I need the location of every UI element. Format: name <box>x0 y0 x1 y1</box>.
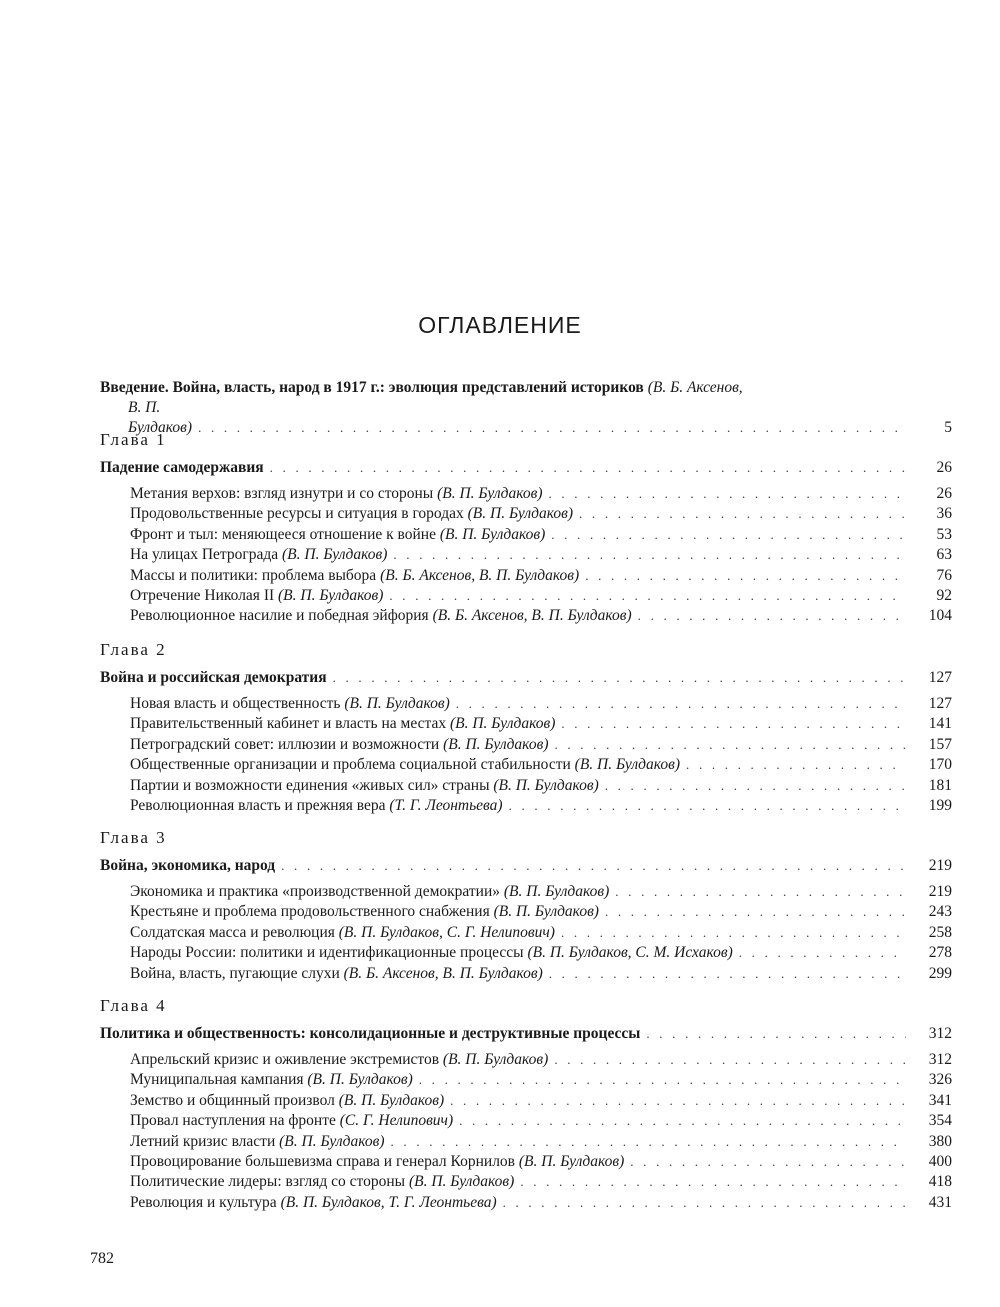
entry-page: 312 <box>928 1051 952 1068</box>
leader-dots <box>579 504 906 524</box>
entry-page: 431 <box>928 1193 952 1211</box>
leader-dots <box>646 1024 906 1044</box>
toc-entry <box>130 964 952 984</box>
entry-authors: (С. Г. Нелипович) <box>339 1112 454 1130</box>
leader-dots <box>605 902 906 922</box>
leader-dots <box>456 694 906 714</box>
entry-title: Общественные организации и проблема социальной стабильности <box>130 756 571 774</box>
entry-title: Фронт и тыл: меняющееся отношение к войне <box>130 525 436 543</box>
entry-authors: (В. П. Булдаков) <box>344 695 450 712</box>
intro-line-2 <box>100 398 952 438</box>
toc-entry <box>130 606 952 626</box>
leader-dots <box>520 1172 906 1192</box>
chapter-heading-row <box>100 856 952 876</box>
entry-authors: (В. П. Булдаков) <box>279 1132 385 1150</box>
chapter-page: 312 <box>928 1025 952 1042</box>
entry-page: 278 <box>928 944 952 962</box>
toc-entry <box>130 525 952 545</box>
leader-dots <box>561 714 906 734</box>
toc-entry <box>130 1050 952 1070</box>
entry-title-group <box>130 566 579 586</box>
leader-dots <box>391 1132 906 1152</box>
entry-page: 418 <box>928 1173 952 1191</box>
entry-page: 258 <box>928 923 952 941</box>
entry-title: Крестьяне и проблема продовольственного снабжения <box>130 903 490 921</box>
leader-dots <box>739 943 906 963</box>
entry-title-group <box>130 606 632 626</box>
leader-dots <box>554 735 906 755</box>
entry-page: 170 <box>928 756 952 774</box>
intro-authors-a: (В. Б. Аксенов, <box>647 379 743 396</box>
entry-title-group <box>130 1111 453 1131</box>
page-number: 782 <box>90 1250 114 1267</box>
leader-dots <box>509 796 906 816</box>
toc-entry <box>130 714 952 734</box>
entry-title-group <box>130 735 548 755</box>
entry-authors: (В. П. Булдаков, С. Г. Нелипович) <box>338 923 555 941</box>
entry-title: Революция и культура <box>130 1193 277 1211</box>
entry-title-group <box>130 1132 385 1152</box>
entry-title: Партии и возможности единения «живых сил» страны <box>130 776 490 794</box>
leader-dots <box>549 484 907 504</box>
entry-title-group <box>130 694 450 714</box>
entry-title: Народы России: политики и идентификационные процессы <box>130 944 524 962</box>
entry-authors: (В. П. Булдаков) <box>408 1173 515 1191</box>
leader-dots <box>551 525 906 545</box>
entry-title: Провал наступления на фронте <box>130 1112 336 1130</box>
entry-title: Революционная власть и прежняя вера <box>130 797 386 814</box>
entry-authors: (В. П. Булдаков) <box>449 715 556 733</box>
entry-title: Отречение Николая II <box>130 587 275 604</box>
toc-entry <box>130 776 952 796</box>
entry-title: Апрельский кризис и оживление экстремистов <box>130 1051 440 1068</box>
chapter-heading-row <box>100 668 952 688</box>
leader-dots <box>459 1111 906 1131</box>
entry-authors: (В. П. Булдаков) <box>493 903 599 921</box>
chapter-heading-row <box>100 1024 952 1044</box>
entry-authors: (В. П. Булдаков) <box>574 756 681 774</box>
chapter-heading-row <box>100 458 952 478</box>
leader-dots <box>615 882 906 902</box>
entry-title-group <box>130 1050 548 1070</box>
toc-entry <box>130 586 952 606</box>
leader-dots <box>419 1070 906 1090</box>
entry-title: Солдатская масса и революция <box>130 923 335 941</box>
entry-authors: (В. П. Булдаков) <box>307 1071 413 1089</box>
entry-title: Земство и общинный произвол <box>130 1091 335 1109</box>
leader-dots <box>549 964 906 984</box>
entry-page: 36 <box>936 505 952 523</box>
entry-title-group <box>130 1193 497 1213</box>
entry-page: 63 <box>936 546 952 564</box>
entry-authors: (В. Б. Аксенов, В. П. Булдаков) <box>380 566 580 584</box>
chapter-heading: Падение самодержавия <box>100 459 264 476</box>
entry-page: 243 <box>928 903 952 921</box>
leader-dots <box>638 606 906 626</box>
entry-title-group <box>130 1152 624 1172</box>
entry-title: Правительственный кабинет и власть на местах <box>130 715 447 733</box>
toc-entry <box>130 735 952 755</box>
toc-entry <box>130 882 952 902</box>
leader-dots <box>393 545 906 565</box>
entry-authors: (В. Б. Аксенов, В. П. Булдаков) <box>432 607 632 625</box>
toc-entry <box>130 1152 952 1172</box>
leader-dots <box>630 1152 906 1172</box>
leader-dots <box>389 586 906 606</box>
entry-title-group <box>130 1172 514 1192</box>
entry-authors: (В. П. Булдаков, Т. Г. Леонтьева) <box>280 1193 497 1211</box>
entry-page: 326 <box>928 1071 952 1089</box>
entry-title-group <box>130 714 555 734</box>
chapter-label: Глава 2 <box>100 640 167 659</box>
entry-authors: (В. П. Булдаков) <box>518 1153 625 1170</box>
entry-title-group <box>130 1091 444 1111</box>
chapter-label: Глава 4 <box>100 996 167 1015</box>
entry-title-group <box>130 755 680 775</box>
toc-entry <box>130 923 952 943</box>
entry-page: 380 <box>928 1132 952 1150</box>
entry-title-group <box>130 796 503 816</box>
entry-page: 181 <box>928 776 952 794</box>
entry-title-group <box>130 923 555 943</box>
entry-page: 141 <box>928 715 952 733</box>
toc-entry <box>130 566 952 586</box>
leader-dots <box>333 668 906 688</box>
toc-entry <box>130 1091 952 1111</box>
entry-authors: (В. П. Булдаков) <box>437 485 543 502</box>
entry-title: Летний кризис власти <box>130 1132 276 1150</box>
leader-dots <box>198 418 906 438</box>
entry-title-group <box>130 882 609 902</box>
entry-title: Муниципальная кампания <box>130 1071 304 1089</box>
entry-title-group <box>130 964 543 984</box>
chapter-label: Глава 1 <box>100 430 167 449</box>
entry-title: Провоцирование большевизма справа и генерал Корнилов <box>130 1153 515 1170</box>
toc-entry <box>130 484 952 504</box>
entry-authors: (В. П. Булдаков) <box>503 883 610 900</box>
entry-authors: (В. П. Булдаков, С. М. Исхаков) <box>527 944 733 962</box>
chapter-heading: Политика и общественность: консолидационные и деструктивные процессы <box>100 1025 641 1042</box>
chapter-page: 127 <box>928 669 952 686</box>
chapter-label: Глава 3 <box>100 828 167 847</box>
entry-authors: (В. П. Булдаков) <box>443 735 549 753</box>
intro-page: 5 <box>944 419 952 436</box>
chapter-heading: Война, экономика, народ <box>100 857 276 874</box>
entry-page: 199 <box>928 797 952 814</box>
entry-page: 76 <box>936 566 952 584</box>
entry-page: 26 <box>936 485 952 502</box>
entry-authors: (В. П. Булдаков) <box>439 525 546 543</box>
entry-authors: (В. П. Булдаков) <box>442 1051 549 1068</box>
entry-authors: (В. П. Булдаков) <box>467 505 574 523</box>
entry-title: Революционное насилие и победная эйфория <box>130 607 429 625</box>
chapter-heading: Война и российская демократия <box>100 669 327 686</box>
intro-authors-b: В. П. Булдаков) <box>128 399 193 436</box>
toc-entry <box>130 902 952 922</box>
entry-authors: (В. П. Булдаков) <box>282 546 388 564</box>
entry-title: Война, власть, пугающие слухи <box>130 964 340 982</box>
toc-entry <box>130 755 952 775</box>
leader-dots <box>686 755 906 775</box>
intro-entry <box>100 378 952 438</box>
entry-title-group <box>130 902 599 922</box>
entry-title-group <box>130 943 733 963</box>
entry-title-group <box>130 586 383 606</box>
toc-entry <box>130 1111 952 1131</box>
entry-title-group <box>130 504 573 524</box>
entry-page: 219 <box>928 883 952 900</box>
toc-entry <box>130 1070 952 1090</box>
leader-dots <box>503 1193 906 1213</box>
entry-authors: (В. П. Булдаков) <box>338 1091 445 1109</box>
intro-title: Введение. Война, власть, народ в 1917 г.: эволюция представлений историков <box>100 379 644 396</box>
entry-title: Политические лидеры: взгляд со стороны <box>130 1173 406 1191</box>
entry-page: 53 <box>936 525 952 543</box>
leader-dots <box>450 1091 906 1111</box>
entry-authors: (В. Б. Аксенов, В. П. Булдаков) <box>343 964 543 982</box>
entry-page: 299 <box>928 964 952 982</box>
entry-authors: (В. П. Булдаков) <box>278 587 384 604</box>
toc-entry <box>130 504 952 524</box>
entry-title: Экономика и практика «производственной демократии» <box>130 883 501 900</box>
leader-dots <box>561 923 906 943</box>
entry-title-group <box>130 545 387 565</box>
leader-dots <box>605 776 906 796</box>
entry-title: Продовольственные ресурсы и ситуация в городах <box>130 505 464 523</box>
entry-title-group <box>130 1070 413 1090</box>
entry-authors: (Т. Г. Леонтьева) <box>389 797 503 814</box>
entry-page: 104 <box>928 607 952 625</box>
toc-entry <box>130 694 952 714</box>
entry-title: Метания верхов: взгляд изнутри и со стороны <box>130 485 434 502</box>
leader-dots <box>554 1050 906 1070</box>
entry-page: 127 <box>928 695 952 712</box>
entry-page: 157 <box>928 735 952 753</box>
entry-title-group <box>130 484 543 504</box>
entry-title: Петроградский совет: иллюзии и возможности <box>130 735 440 753</box>
entry-title-group <box>130 525 545 545</box>
entry-title: На улицах Петрограда <box>130 546 279 564</box>
leader-dots <box>585 566 906 586</box>
toc-entry <box>130 943 952 963</box>
leader-dots <box>270 458 906 478</box>
toc-entry <box>130 1193 952 1213</box>
toc-entry <box>130 796 952 816</box>
entry-page: 354 <box>928 1112 952 1130</box>
entry-page: 341 <box>928 1091 952 1109</box>
toc-entry <box>130 545 952 565</box>
chapter-page: 26 <box>936 459 952 476</box>
entry-title-group <box>130 776 599 796</box>
leader-dots <box>281 856 906 876</box>
entry-page: 92 <box>936 587 952 604</box>
chapter-page: 219 <box>928 857 952 874</box>
entry-authors: (В. П. Булдаков) <box>493 776 599 794</box>
intro-line-1 <box>100 378 952 398</box>
entry-title: Новая власть и общественность <box>130 695 341 712</box>
toc-entry <box>130 1172 952 1192</box>
entry-title: Массы и политики: проблема выбора <box>130 566 377 584</box>
toc-entry <box>130 1132 952 1152</box>
entry-page: 400 <box>928 1153 952 1170</box>
page-title: ОГЛАВЛЕНИЕ <box>418 312 582 338</box>
